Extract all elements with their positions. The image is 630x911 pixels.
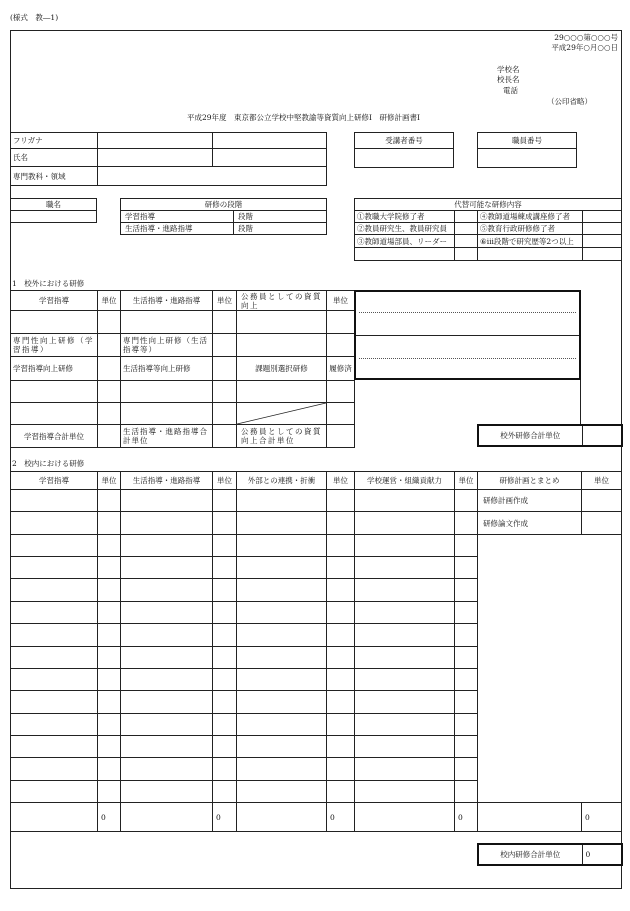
in-school-training-table [10,471,622,832]
entry-cell [327,311,355,334]
participant-number-value-row [355,149,454,168]
entry-cell [327,668,355,690]
school-name-label: 学校名 [497,65,520,74]
diagonal-strike-line [237,403,326,424]
entry-cell [237,490,327,512]
entry-cell [11,713,98,735]
entry-cell [455,713,478,735]
entry-cell [98,557,121,579]
form-code: (様式 教―1) [10,13,59,22]
in-school-total-value: 0 [582,844,622,865]
entry-cell [213,579,237,601]
learning-total-units: 0 [98,803,121,832]
entry-cell [213,357,237,381]
entry-cell [355,557,455,579]
entry-cell [455,490,478,512]
in-school-total-label: 校内研修合計単位 [478,844,582,865]
entry-cell [327,646,355,668]
entry-cell [355,691,455,713]
job-title-label: 職名 [11,199,97,211]
job-title-header-row [11,199,97,211]
entry-cell [11,780,98,802]
entry-cell [327,534,355,556]
entry-cell [213,534,237,556]
entry-cell [98,601,121,623]
entry-cell [455,780,478,802]
alternative-item-5: ⑤教育行政研修修了者 [478,223,583,235]
school-management-total-units: 0 [455,803,478,832]
section-2-heading: 2 校内における研修 [12,459,85,468]
entry-cell [11,403,98,425]
entry-cell [327,490,355,512]
training-stage-table [120,198,327,235]
entry-cell [455,534,478,556]
entry-cell [237,668,327,690]
alternative-item-3: ③教師道場部員、リーダー [355,235,455,248]
name-row [11,149,327,167]
entry-cell [98,646,121,668]
training-stage-heading: 研修の段階 [121,199,327,211]
entry-cell [355,601,455,623]
entry-cell [455,646,478,668]
col-header-learning: 学習指導 [11,472,98,490]
off-site-total-label: 校外研修合計単位 [478,425,582,446]
entry-cell [121,512,213,534]
alternative-blank-cell [583,248,622,261]
col-header-school-management: 学校運営・組織貢献力 [355,472,455,490]
entry-cell [455,735,478,757]
staff-number-label: 職員番号 [478,133,577,149]
entry-cell [98,758,121,780]
off-site-total-row [478,425,622,446]
table-header-row [11,472,622,490]
seal-omitted-note: （公印省略） [547,97,592,106]
entry-cell [121,780,213,802]
entry-cell [355,490,455,512]
off-site-total-box [477,424,623,447]
principal-name-label: 校長名 [497,75,520,84]
entry-cell [121,758,213,780]
furigana-cell-2 [213,133,327,149]
entry-cell [237,334,327,357]
col-header-unit: 単位 [455,472,478,490]
table-row [11,534,622,556]
entry-cell [11,557,98,579]
entry-cell [11,579,98,601]
entry-cell [237,735,327,757]
entry-cell [11,624,98,646]
entry-cell [355,713,455,735]
public-servant-total-value [327,425,355,448]
staff-number-header-row [478,133,577,149]
entry-cell [98,357,121,381]
entry-cell [213,713,237,735]
col-header-guidance: 生活指導・進路指導 [121,291,213,311]
entry-cell [355,758,455,780]
entry-cell [98,691,121,713]
entry-cell [237,758,327,780]
entry-cell [355,780,455,802]
entry-cell [237,381,327,403]
stage-value-learning: 段階 [234,211,327,223]
entry-cell [98,490,121,512]
col-header-unit: 単位 [213,291,237,311]
plan-item-create-plan: 研修計画作成 [478,490,582,512]
learning-total-label: 学習指導合計単位 [11,425,98,448]
entry-cell [237,557,327,579]
alternative-check-4 [583,211,622,223]
entry-cell [327,334,355,357]
col-header-unit: 単位 [213,472,237,490]
stage-value-guidance: 段階 [234,223,327,235]
subject-label: 専門教科・領域 [11,167,98,186]
entry-cell [213,557,237,579]
entry-cell [98,668,121,690]
entry-cell [355,646,455,668]
entry-cell [455,512,478,534]
table-row [11,334,355,357]
entry-cell [237,780,327,802]
alternative-blank-cell [478,248,583,261]
entry-cell [213,780,237,802]
entry-cell [98,534,121,556]
alternative-blank-cell [455,248,478,261]
entry-cell [121,381,213,403]
elective-topic-training: 課題別選択研修 [237,357,327,381]
subject-cell [98,167,327,186]
entry-cell [98,780,121,802]
alternative-blank-cell [355,248,455,261]
entry-cell [455,557,478,579]
entry-cell [11,311,98,334]
entry-cell [98,579,121,601]
entry-cell [213,758,237,780]
guidance-total-value [213,425,237,448]
furigana-cell [98,133,213,149]
total-blank-cell [11,803,98,832]
entry-cell [327,758,355,780]
stage-area-guidance: 生活指導・進路指導 [121,223,234,235]
guidance-improvement-training: 生活指導等向上研修 [121,357,213,381]
in-school-total-row [478,844,622,865]
furigana-row [11,133,327,149]
entry-cell [11,534,98,556]
col-header-learning: 学習指導 [11,291,98,311]
entry-cell [237,579,327,601]
totals-row [11,425,355,448]
entry-cell [98,403,121,425]
entry-cell [237,691,327,713]
entry-cell [213,311,237,334]
personal-info-table [10,132,327,186]
entry-cell [455,579,478,601]
entry-cell [121,557,213,579]
entry-cell [213,735,237,757]
col-header-guidance: 生活指導・進路指導 [121,472,213,490]
table-row [121,223,327,235]
table-row [121,211,327,223]
plan-summary-blank-area [478,534,622,802]
entry-cell [121,601,213,623]
job-title-cell [11,211,97,223]
off-site-training-table [10,290,355,448]
entry-cell [455,624,478,646]
entry-cell [327,624,355,646]
entry-cell [98,735,121,757]
entry-cell [327,601,355,623]
table-row [11,381,355,403]
solid-divider [356,335,579,336]
entry-cell [121,668,213,690]
entry-cell [355,668,455,690]
entry-cell [355,624,455,646]
staff-number-cell [478,149,577,168]
entry-cell [237,512,327,534]
col-header-unit: 単位 [98,472,121,490]
off-site-total-value [582,425,622,446]
table-row [355,235,622,248]
entry-cell [213,381,237,403]
col-header-public-servant: 公務員としての資質向上 [237,291,327,311]
entry-cell [455,601,478,623]
specialty-training-learning: 専門性向上研修（学習指導） [11,334,98,357]
entry-cell [121,311,213,334]
learning-total-value [98,425,121,448]
entry-cell [327,713,355,735]
section-1-heading: 1 校外における研修 [12,279,85,288]
table-row [355,248,622,261]
external-liaison-total-units: 0 [327,803,355,832]
public-servant-total-label: 公務員としての資質向上合計単位 [237,425,327,448]
entry-cell [237,534,327,556]
table-row [11,490,622,512]
participant-number-header-row [355,133,454,149]
plan-item-write-paper: 研修論文作成 [478,512,582,534]
table-row [11,512,622,534]
entry-cell [455,668,478,690]
entry-cell [98,713,121,735]
participant-number-cell [355,149,454,168]
entry-cell [455,758,478,780]
alternative-check-5 [583,223,622,235]
entry-cell [121,403,213,425]
alternative-item-1: ①教職大学院修了者 [355,211,455,223]
entry-cell [11,601,98,623]
entry-cell [213,490,237,512]
entry-cell [327,735,355,757]
entry-cell [121,735,213,757]
alternative-check-6 [583,235,622,248]
name-cell-2 [213,149,327,167]
alternative-check-2 [455,223,478,235]
total-blank-cell [121,803,213,832]
phone-label: 電話 [503,86,518,95]
entry-cell [355,735,455,757]
col-header-unit: 単位 [582,472,622,490]
job-title-value-row [11,211,97,223]
entry-cell [355,512,455,534]
name-cell [98,149,213,167]
guidance-total-units: 0 [213,803,237,832]
alternative-item-4: ④教師道場練成講座修了者 [478,211,583,223]
entry-cell [213,691,237,713]
entry-cell [327,691,355,713]
entry-cell [213,624,237,646]
alternative-check-1 [455,211,478,223]
table-header-row [11,291,355,311]
col-header-plan-summary: 研修計画とまとめ [478,472,582,490]
specialty-training-guidance: 専門性向上研修（生活指導等） [121,334,213,357]
entry-cell [237,624,327,646]
total-blank-cell [478,803,582,832]
participant-number-table [354,132,454,168]
entry-cell [98,311,121,334]
alternative-training-heading: 代替可能な研修内容 [355,199,622,211]
entry-cell [237,601,327,623]
entry-cell [327,512,355,534]
furigana-label: フリガナ [11,133,98,149]
entry-cell [237,311,327,334]
entry-cell [121,713,213,735]
course-entry-box [354,290,581,380]
entry-cell [355,534,455,556]
entry-cell [11,512,98,534]
entry-cell [237,646,327,668]
stage-area-learning: 学習指導 [121,211,234,223]
participant-number-label: 受講者番号 [355,133,454,149]
vertical-rule [580,380,581,424]
entry-cell [327,381,355,403]
entry-cell [98,512,121,534]
document-date: 平成29年○月○○日 [551,43,618,52]
entry-cell [121,534,213,556]
plan-item-unit-cell [582,512,622,534]
entry-cell [237,713,327,735]
entry-cell [11,735,98,757]
guidance-total-label: 生活指導・進路指導合計単位 [121,425,213,448]
entry-cell [11,646,98,668]
entry-cell [11,691,98,713]
entry-cell [213,403,237,425]
job-title-table [10,198,97,223]
entry-cell [11,490,98,512]
plan-summary-total-units: 0 [582,803,622,832]
entry-cell [327,780,355,802]
entry-cell [11,758,98,780]
col-header-unit: 単位 [98,291,121,311]
entry-cell [213,668,237,690]
entry-cell [11,381,98,403]
total-blank-cell [355,803,455,832]
col-header-unit: 単位 [327,291,355,311]
entry-cell [98,624,121,646]
alternative-item-6: ⑥iii段階で研究歴等2つ以上 [478,235,583,248]
total-blank-cell [237,803,327,832]
alternative-training-table [354,198,622,261]
in-school-total-box [477,843,623,866]
entry-cell [213,512,237,534]
entry-cell [327,557,355,579]
entry-cell [213,601,237,623]
entry-cell [213,646,237,668]
document-title: 平成29年度 東京都公立学校中堅教諭等資質向上研修Ⅰ 研修計画書Ⅰ [187,113,420,122]
entry-cell [98,381,121,403]
entry-cell [121,624,213,646]
alternative-check-3 [455,235,478,248]
entry-cell [121,490,213,512]
dotted-divider [359,312,576,313]
entry-cell [121,579,213,601]
staff-number-table [477,132,577,168]
entry-cell [121,691,213,713]
learning-improvement-training: 学習指導向上研修 [11,357,98,381]
plan-item-unit-cell [582,490,622,512]
col-header-unit: 単位 [327,472,355,490]
entry-cell [11,668,98,690]
alternative-item-2: ②教員研究生、教員研究員 [355,223,455,235]
col-header-external-liaison: 外部との連携・折衝 [237,472,327,490]
name-label: 氏名 [11,149,98,167]
alternative-training-header-row [355,199,622,211]
entry-cell [355,579,455,601]
entry-cell [121,646,213,668]
dotted-divider [359,358,576,359]
entry-cell [213,334,237,357]
table-row [355,223,622,235]
entry-cell [98,334,121,357]
subject-row [11,167,327,186]
totals-row [11,803,622,832]
entry-cell [455,691,478,713]
staff-number-value-row [478,149,577,168]
entry-cell [327,579,355,601]
table-row [11,311,355,334]
entry-cell [327,403,355,425]
training-stage-header-row [121,199,327,211]
document-number: 29○○○第○○○号 [554,33,618,42]
completed-mark: 履修済 [327,357,355,381]
table-row [11,357,355,381]
table-row [355,211,622,223]
